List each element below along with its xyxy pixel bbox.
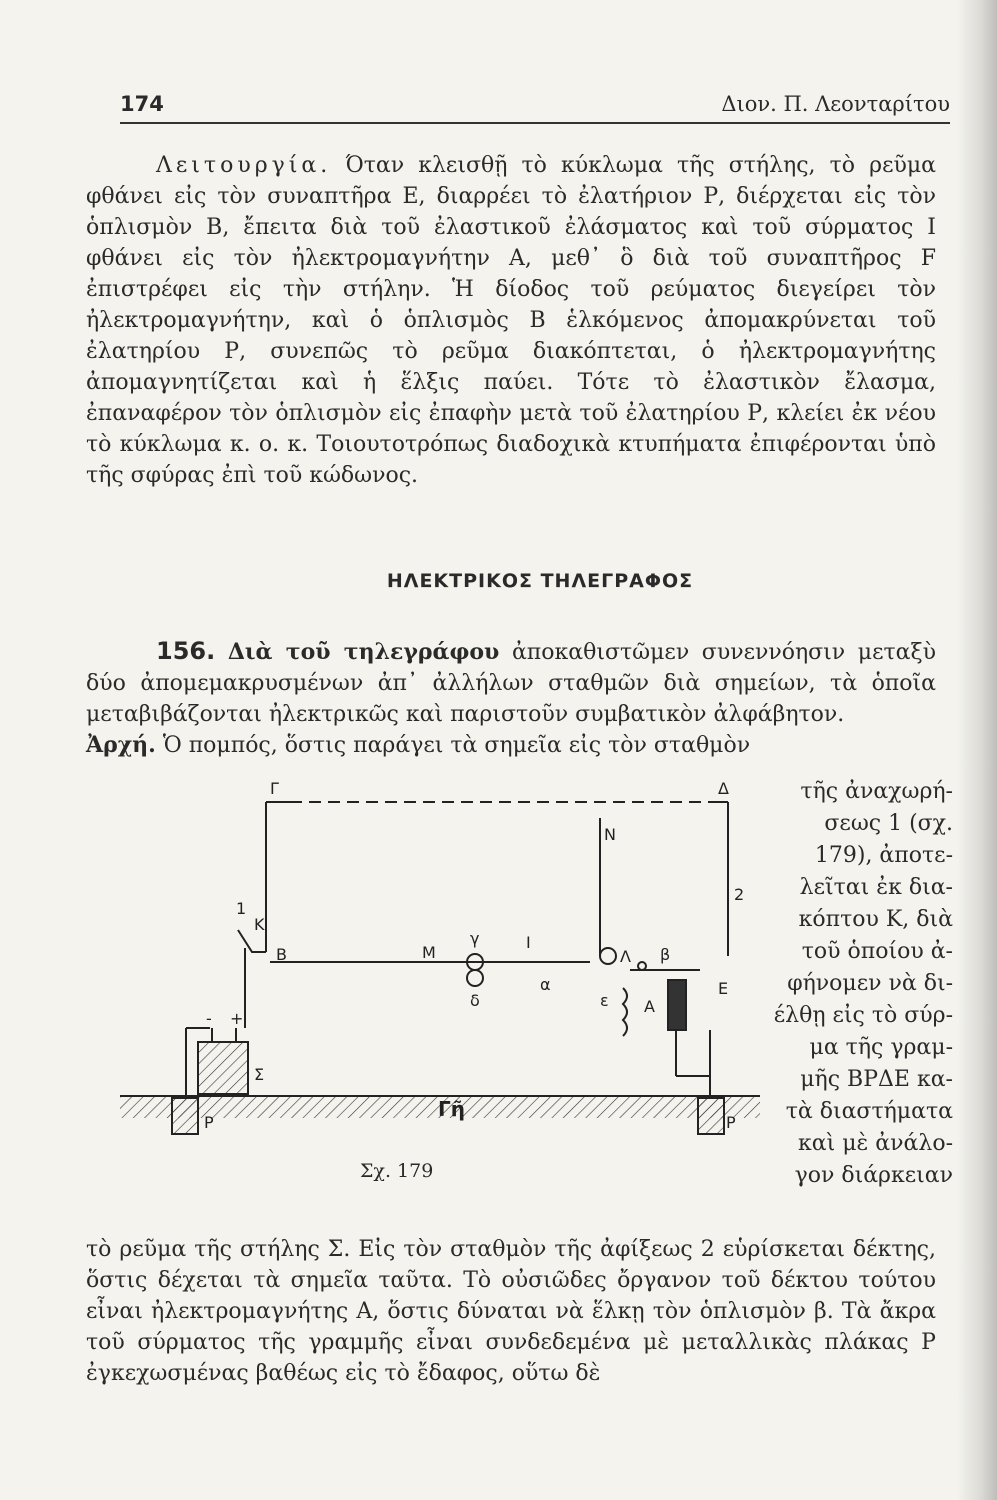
principle-text: Ὁ πομπός, ὅστις παράγει τὰ σημεῖα εἰς τὸν σταθμὸν: [162, 733, 751, 758]
side-column: [768, 776, 953, 1192]
label-B: Β: [276, 945, 287, 964]
label-K: Κ: [254, 915, 265, 934]
side-line: κόπτου Κ, διὰ: [798, 907, 953, 932]
side-line: μῆς ΒΡΔΕ κα-: [800, 1067, 953, 1092]
telegraph-diagram: [120, 780, 760, 1200]
paragraph-text: τὸ ρεῦμα τῆς στήλης Σ. Εἰς τὸν σταθμὸν τῆς ἀφίξεως 2 εὑρίσκεται δέκτης, ὅστις δέχεται τὰ σημεῖα ταῦτα. Τὸ οὐσιῶδες ὄργανον τοῦ δέκτου τούτου εἶναι ἠλεκτρομαγνήτης Α, ὅστις δύναται νὰ ἕλκῃ τὸν ὁπλισμὸν β. Τὰ ἄκρα τοῦ σύρματος τῆς γραμμῆς εἶναι συνδεδεμένα μὲ μεταλλικὰς πλάκας Ρ ἐγκεχωσμένας βαθέως εἰς τὸ ἔδαφος, οὕτω δὲ: [86, 1237, 936, 1386]
page-number: 174: [120, 92, 164, 116]
label-A: Α: [644, 997, 655, 1016]
plate-left: [172, 1098, 198, 1134]
label-rho-right: Ρ: [726, 1113, 736, 1132]
side-line: τὰ διαστήματα: [785, 1099, 953, 1124]
paragraph-text: Όταν κλεισθῇ τὸ κύκλωμα τῆς στήλης, τὸ ρεῦμα φθάνει εἰς τὸν συναπτῆρα Ε, διαρρέει τὸ ἐλατήριον Ρ, διέρχεται εἰς τὸν ὁπλισμὸν Β, ἔπειτα διὰ τοῦ ἐλαστικοῦ ἐλάσματος καὶ τοῦ σύρματος Ι φθάνει εἰς τὸν ἠλεκτρομαγνήτην Α, μεθ᾽ ὃ διὰ τοῦ συναπτῆρος F ἐπιστρέφει εἰς τὴν στήλην. Ἡ δίοδος τοῦ ρεύματος διεγείρει τὸν ἠλεκτρομαγνήτην, καὶ ὁ ὁπλισμὸς Β ἑλκόμενος ἀπομακρύνεται τοῦ ἐλατηρίου Ρ, συνεπῶς τὸ ρεῦμα διακόπτεται, ὁ ἠλεκτρομαγνήτης ἀπομαγνητίζεται καὶ ἡ ἕλξις παύει. Τότε τὸ ἐλαστικὸν ἔλασμα, ἐπαναφέρον τὸν ὁπλισμὸν εἰς ἐπαφὴν μετὰ τοῦ ἐλατηρίου Ρ, κλείει ἐκ νέου τὸ κύκλωμα κ. ο. κ. Τοιουτοτρόπως διαδοχικὰ κτυπήματα ἐπιφέρονται ὑπὸ τῆς σφύρας ἐπὶ τοῦ κώδωνος.: [86, 153, 936, 488]
roller-delta: [467, 970, 483, 986]
battery: [198, 1042, 248, 1094]
side-line: σεως 1 (σχ.: [824, 811, 953, 836]
label-gamma: Γ: [270, 780, 279, 798]
label-epsilon-small: ε: [600, 991, 609, 1010]
paragraph-lead: Λειτουργία.: [156, 153, 332, 178]
side-line: τοῦ ὁποίου ἀ-: [801, 939, 953, 964]
running-head: Διον. Π. Λεονταρίτου: [721, 92, 950, 116]
paragraph-lead: Διὰ τοῦ τηλεγράφου: [227, 639, 500, 665]
paragraph-telegraph: [86, 636, 936, 761]
label-ground: Γῆ: [438, 1097, 465, 1121]
side-line: λεῖται ἐκ δια-: [799, 875, 953, 900]
label-delta: Δ: [718, 780, 729, 798]
side-line: τῆς ἀναχωρή-: [800, 779, 953, 804]
side-line: φήνομεν νὰ δι-: [787, 971, 953, 996]
section-title: ΗΛΕΚΤΡΙΚΟΣ ΤΗΛΕΓΡΑΦΟΣ: [386, 570, 694, 592]
side-line: καὶ μὲ ἀνάλο-: [797, 1131, 953, 1156]
label-E: Ε: [718, 979, 729, 998]
figure-caption: Σχ. 179: [360, 1160, 434, 1182]
plate-right: [698, 1098, 724, 1134]
label-alpha-small: α: [540, 975, 551, 994]
label-2: 2: [734, 885, 745, 904]
side-line: έλθῃ εἰς τὸ σύρ-: [773, 1003, 953, 1028]
side-line: μα τῆς γραμ-: [809, 1035, 953, 1060]
label-1: 1: [236, 899, 247, 918]
side-line: 179), ἀποτε-: [814, 843, 953, 868]
label-lambda: Λ: [620, 947, 631, 966]
paragraph-receiver: [86, 1234, 936, 1389]
paragraph-operation: [86, 150, 936, 491]
paragraph-text: ἀποκαθιστῶμεν συνεννόησιν μεταξὺ δύο ἀπομεμακρυσμένων ἀπ᾽ ἀλλήλων σταθμῶν διὰ σημείων, τὰ ὁποῖα μεταβιβάζονται ἠλεκτρικῶς καὶ παριστοῦν συμβατικὸν ἀλφάβητον.: [86, 640, 936, 727]
electromagnet-A: [668, 980, 686, 1030]
label-minus: -: [206, 1009, 212, 1028]
label-plus: +: [230, 1009, 244, 1028]
page-header: [120, 88, 950, 124]
wheel-lambda: [600, 948, 616, 964]
principle-lead: Ἀρχή.: [86, 732, 156, 758]
label-I: Ι: [526, 933, 531, 952]
label-rho-left: Ρ: [204, 1113, 214, 1132]
page-edge-shadow: [957, 0, 997, 1500]
side-line: γον διάρκειαν: [794, 1163, 953, 1188]
label-gamma-small: γ: [470, 929, 480, 948]
label-delta-small: δ: [470, 991, 480, 1010]
section-number: 156.: [156, 637, 216, 665]
label-sigma: Σ: [254, 1065, 265, 1084]
label-M: Μ: [422, 943, 436, 962]
label-beta-small: β: [660, 945, 671, 964]
label-N: Ν: [604, 825, 616, 844]
